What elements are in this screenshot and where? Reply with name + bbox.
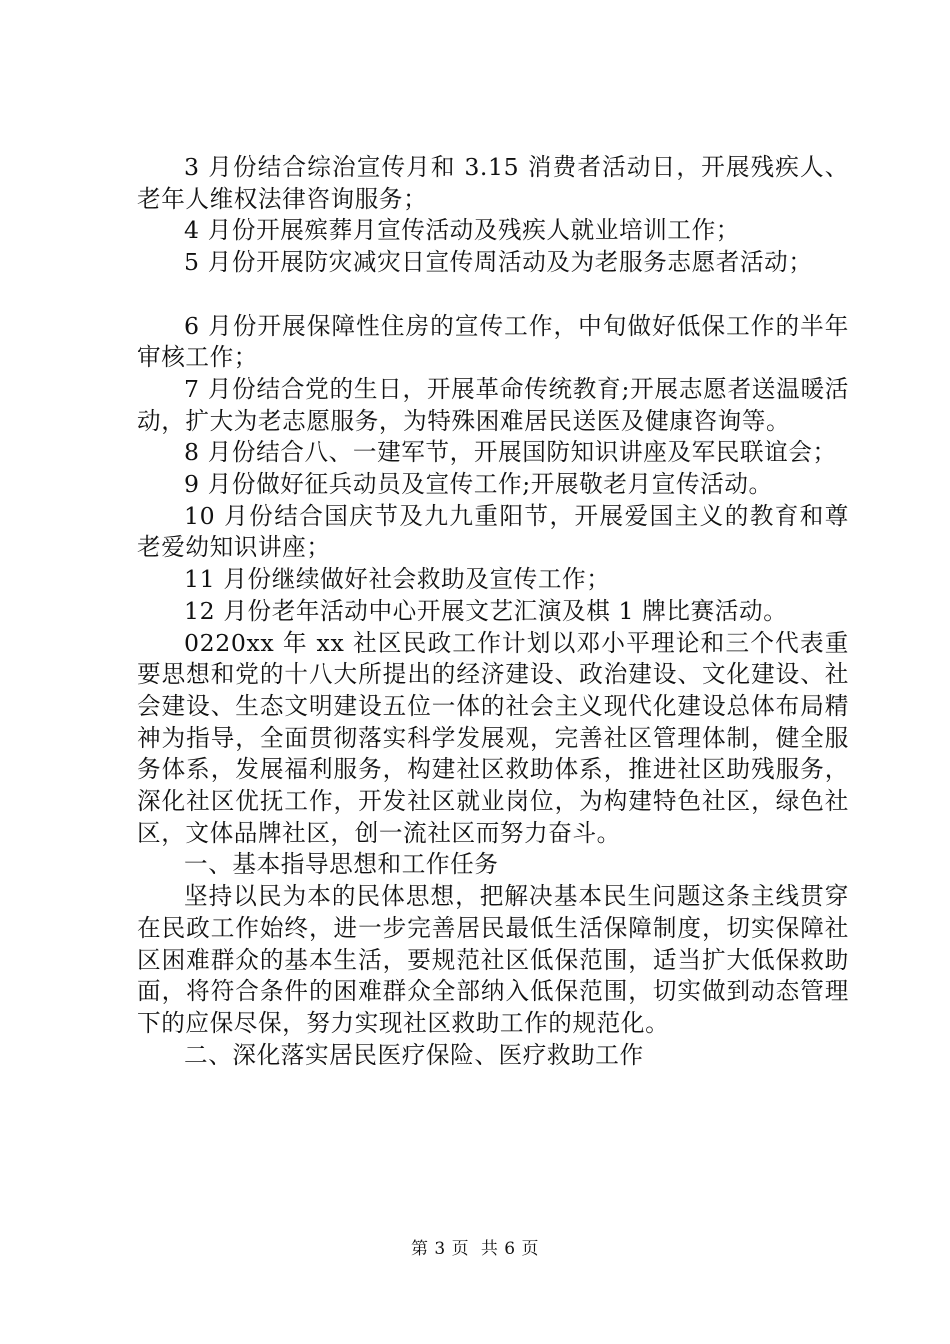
paragraph-may: 5 月份开展防灾减灾日宣传周活动及为老服务志愿者活动； [184,248,813,277]
paragraph-march: 3 月份结合综治宣传月和 3.15 消费者活动日，开展残疾人、老年人维权法律咨询服务； [137,153,849,213]
section-heading-1: 一、基本指导思想和工作任务 [184,850,499,879]
paragraph-december: 12 月份老年活动中心开展文艺汇演及棋 1 牌比赛活动。 [184,596,788,625]
paragraph-april: 4 月份开展殡葬月宣传活动及残疾人就业培训工作； [184,216,740,245]
page-footer [0,1238,950,1260]
document-body [137,152,849,1071]
paragraph-september: 9 月份做好征兵动员及宣传工作;开展敬老月宣传活动。 [184,470,773,499]
section-heading-2: 二、深化落实居民医疗保险、医疗救助工作 [184,1040,644,1069]
paragraph-august: 8 月份结合八、一建军节，开展国防知识讲座及军民联谊会； [184,438,837,467]
paragraph-july: 7 月份结合党的生日，开展革命传统教育;开展志愿者送温暖活动，扩大为老志愿服务，为特殊困难居民送医及健康咨询等。 [137,374,849,435]
paragraph-october: 10 月份结合国庆节及九九重阳节，开展爱国主义的教育和尊老爱幼知识讲座； [137,501,849,562]
paragraph-june: 6 月份开展保障性住房的宣传工作，中旬做好低保工作的半年审核工作； [137,311,849,372]
page-total: 共 6 页 [480,1239,540,1259]
paragraph-section-1-body: 坚持以民为本的民体思想，把解决基本民生问题这条主线贯穿在民政工作始终，进一步完善居民最低生活保障制度，切实保障社区困难群众的基本生活，要规范社区低保范围，适当扩大低保救助面，将符合条件的困难群众全部纳入低保范围，切实做到动态管理下的应保尽保，努力实现社区救助工作的规范化。 [137,882,849,1037]
page-number: 第 3 页 [410,1239,470,1259]
paragraph-november: 11 月份继续做好社会救助及宣传工作； [184,565,611,594]
paragraph-plan-overview: 0220xx 年 xx 社区民政工作计划以邓小平理论和三个代表重要思想和党的十八大所提出的经济建设、政治建设、文化建设、社会建设、生态文明建设五位一体的社会主义现代化建设总体布局精神为指导，全面贯彻落实科学发展观，完善社区管理体制，健全服务体系，发展福利服务，构建社区救助体系，推进社区助残服务，深化社区优抚工作，开发社区就业岗位，为构建特色社区，绿色社区，文体品牌社区，创一流社区而努力奋斗。 [137,628,849,847]
